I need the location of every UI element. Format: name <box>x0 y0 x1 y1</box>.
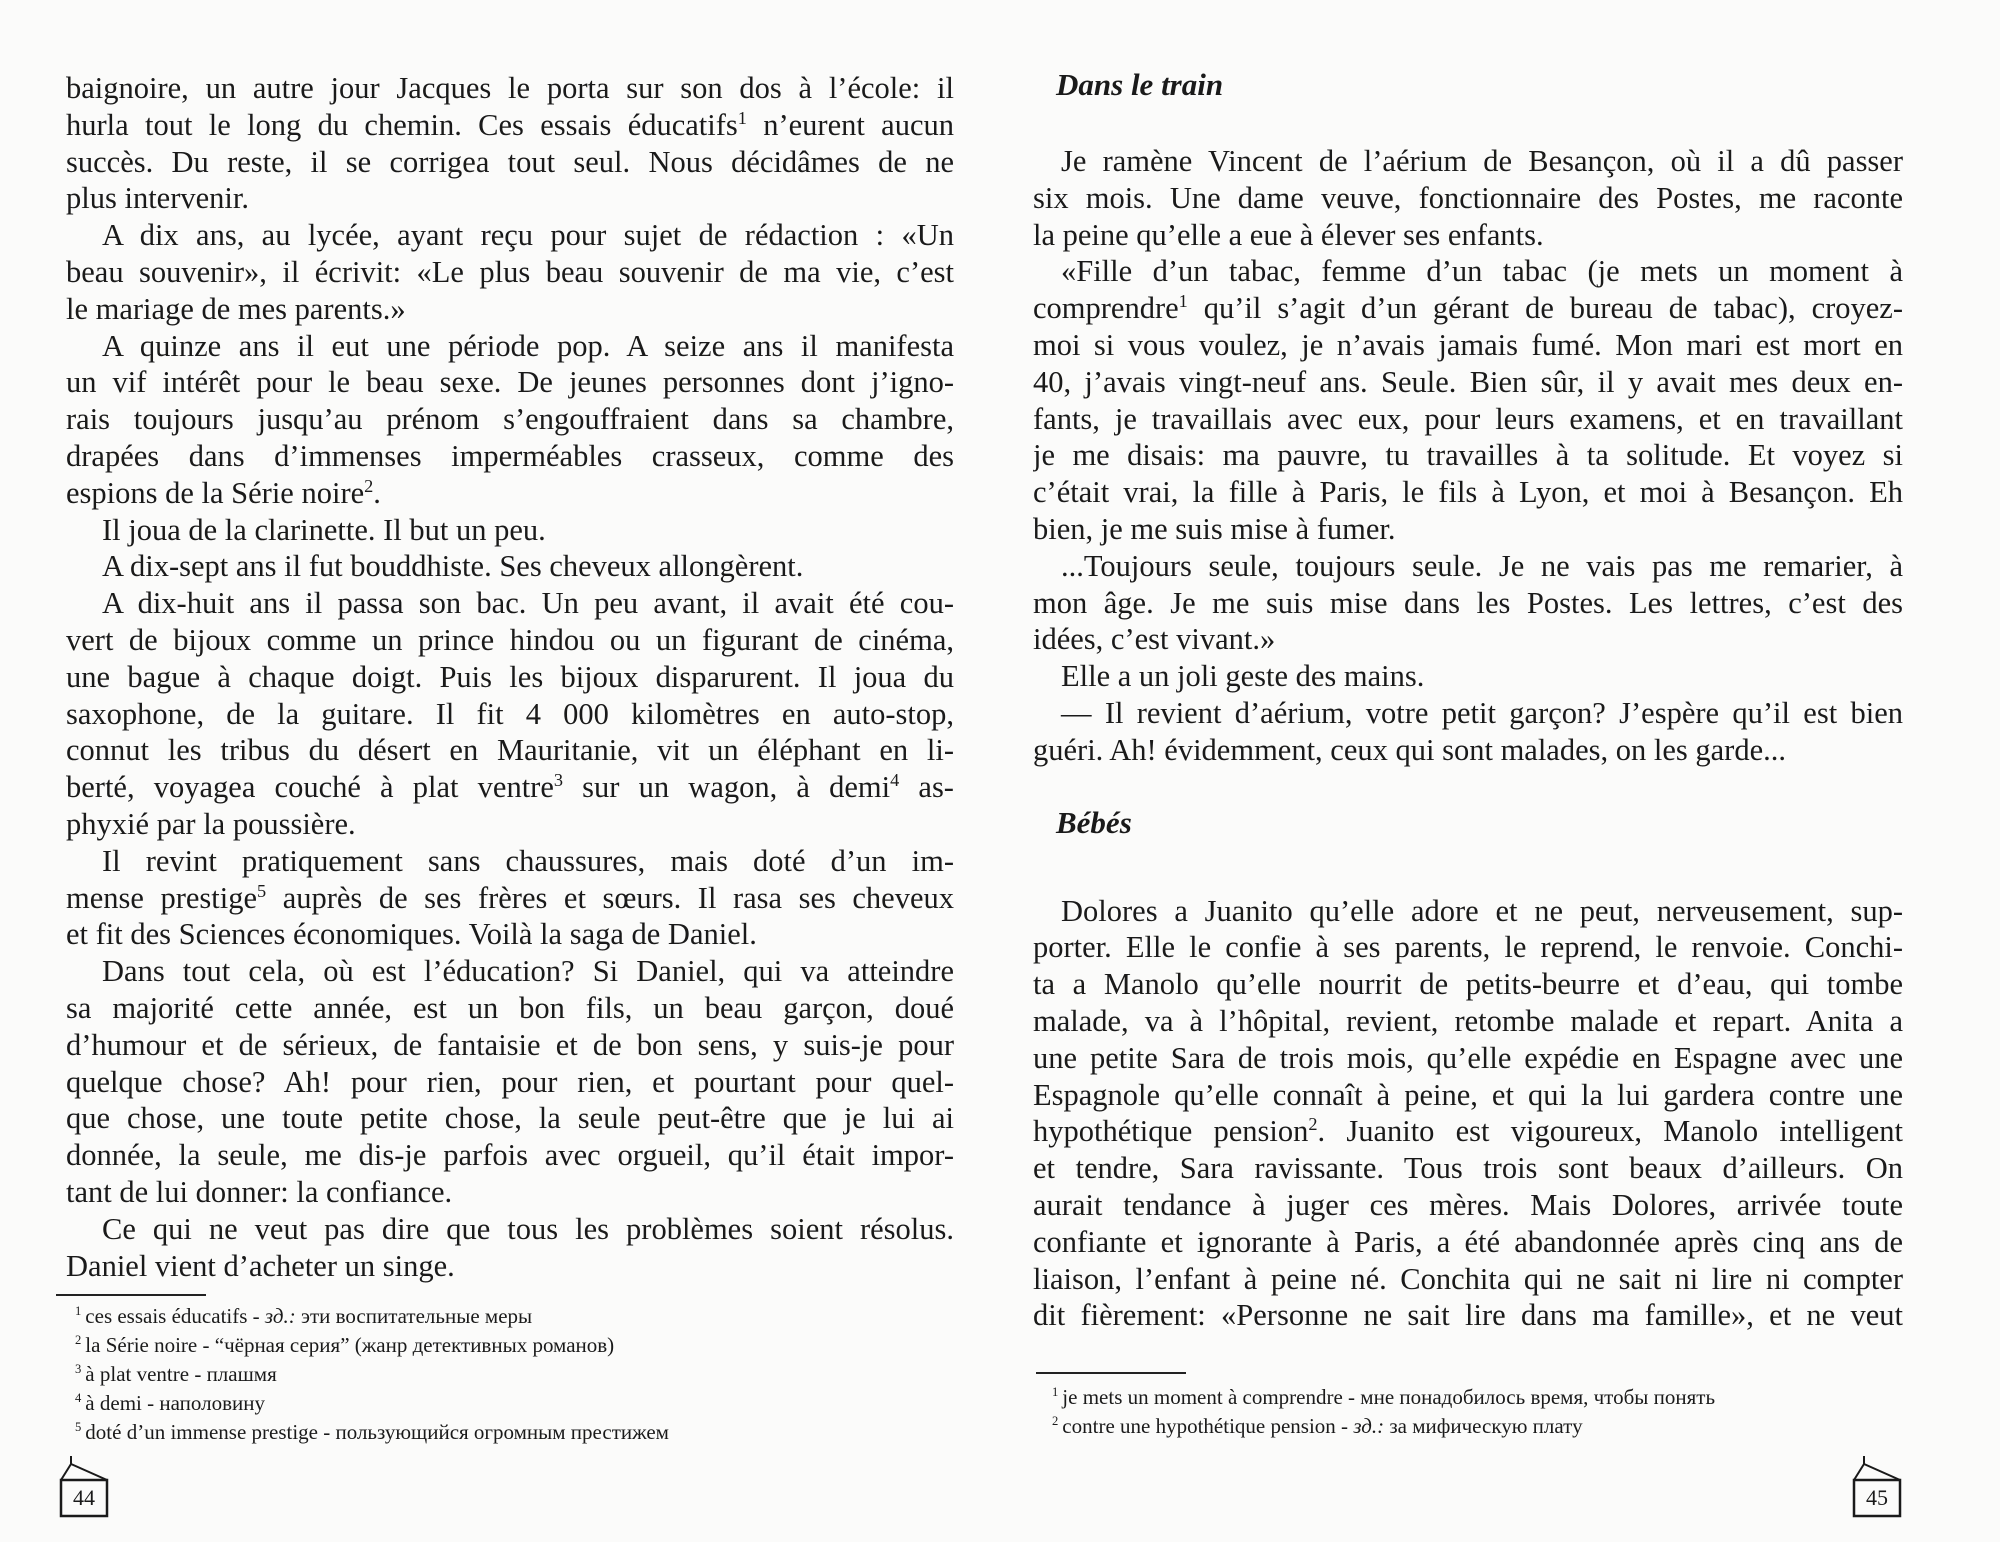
text-line: phyxié par la poussière. <box>66 806 356 841</box>
text-line: la peine qu’elle a eue à élever ses enfants. <box>1033 217 1544 252</box>
footnote: $^1$ je mets un moment à comprendre - мне понадобилось время, чтобы понять <box>1052 1385 1716 1409</box>
text-line: c’était vrai, la fille à Paris, le fils à Lyon, et moi à Besançon. Eh <box>1033 475 1903 510</box>
text-line: berté, voyagea couché à plat ventre$^3$ sur un wagon, à demi$^4$ as- <box>66 769 954 805</box>
text-line: six mois. Une dame veuve, fonctionnaire des Postes, me raconte <box>1033 180 1903 215</box>
text-line: porter. Elle le confie à ses parents, le reprend, le renvoie. Conchi- <box>1033 930 1903 965</box>
text-line: le mariage de mes parents.» <box>66 291 406 326</box>
text-line: hurla tout le long du chemin. Ces essais éducatifs$^1$ n’eurent aucun <box>66 107 954 142</box>
text-line: et tendre, Sara ravissante. Tous trois sont beaux d’ailleurs. On <box>1033 1151 1903 1186</box>
footnote-ref: 2 <box>364 475 374 496</box>
text-line: baignoire, un autre jour Jacques le porta sur son dos à l’école: il <box>66 71 954 105</box>
text-line: ...Toujours seule, toujours seule. Je ne vais pas me remarier, à <box>1061 548 1903 583</box>
footnote-ref: 1 <box>1178 291 1188 312</box>
text-line: dit fièrement: «Personne ne sait lire dans ma famille», et ne veut <box>1033 1298 1903 1333</box>
footnote-divider <box>1036 1372 1186 1374</box>
footnote-ref: 5 <box>257 880 267 901</box>
text-line: A dix-sept ans il fut bouddhiste. Ses cheveux allongèrent. <box>102 549 804 584</box>
text-line: Il revint pratiquement sans chaussures, mais doté d’un im- <box>102 843 954 878</box>
text-line: confiante et ignorante à Paris, a été abandonnée après cinq ans de <box>1033 1224 1903 1259</box>
text-line: mon âge. Je me suis mise dans les Postes. Les lettres, c’est des <box>1033 585 1903 620</box>
page-number-badge <box>57 1450 111 1520</box>
footnote: $^2$ contre une hypothétique pension - зд.: за мифическую плату <box>1052 1414 1583 1438</box>
footnote: $^1$ ces essais éducatifs - зд.: эти воспитательные меры <box>75 1304 533 1328</box>
text-line: bien, je me suis mise à fumer. <box>1033 511 1396 546</box>
section-heading: Dans le train <box>1056 67 1224 102</box>
text-line: «Fille d’un tabac, femme d’un tabac (je mets un moment à <box>1061 254 1903 289</box>
text-line: une petite Sara de trois mois, qu’elle expédie en Espagne avec une <box>1033 1040 1903 1075</box>
text-line: hypothétique pension$^2$. Juanito est vigoureux, Manolo intelligent <box>1033 1114 1903 1149</box>
text-line: Dans tout cela, où est l’éducation? Si Daniel, qui va atteindre <box>102 954 954 989</box>
text-line: liaison, l’enfant à peine né. Conchita qui ne sait ni lire ni compter <box>1033 1261 1903 1296</box>
right-page <box>1000 0 2000 1542</box>
footnotes <box>75 1302 669 1447</box>
text-line: saxophone, de la guitare. Il fit 4 000 kilomètres en auto-stop, <box>66 696 954 731</box>
footnote: $^4$ à demi - наполовину <box>75 1391 265 1415</box>
text-line: une bague à chaque doigt. Puis les bijoux disparurent. Il joua du <box>66 659 954 694</box>
text-line: Il joua de la clarinette. Il but un peu. <box>102 512 546 547</box>
text-line: aurait tendance à juger ces mères. Mais Dolores, arrivée toute <box>1033 1187 1903 1222</box>
left-body-text <box>66 70 954 1284</box>
page-number: 45 <box>1866 1485 1888 1510</box>
footnote-ref: 1 <box>737 107 747 128</box>
text-line: malade, va à l’hôpital, revient, retombe malade et repart. Anita a <box>1033 1003 1903 1038</box>
text-line: A dix-huit ans il passa son bac. Un peu avant, il avait été cou- <box>102 586 954 621</box>
footnote: $^3$ à plat ventre - плашмя <box>75 1362 277 1386</box>
text-line: Ce qui ne veut pas dire que tous les problèmes soient résolus. <box>102 1211 954 1246</box>
text-line: moi si vous voulez, je n’avais jamais fumé. Mon mari est mort en <box>1033 327 1903 362</box>
text-line: Espagnole qu’elle connaît à peine, et qui la lui gardera contre une <box>1033 1077 1903 1112</box>
text-line: mense prestige$^5$ auprès de ses frères et sœurs. Il rasa ses cheveux <box>66 880 954 915</box>
text-line: d’humour et de sérieux, de fantaisie et de bon sens, y suis-je pour <box>66 1027 954 1062</box>
footnotes <box>1052 1383 1715 1441</box>
text-line: espions de la Série noire$^2$. <box>66 475 381 510</box>
text-line: comprendre$^1$ qu’il s’agit d’un gérant de bureau de tabac), croyez- <box>1033 291 1903 326</box>
text-line: A quinze ans il eut une période pop. A seize ans il manifesta <box>102 328 954 363</box>
footnote-divider <box>56 1294 206 1296</box>
text-line: tant de lui donner: la confiance. <box>66 1174 453 1209</box>
text-line: rais toujours jusqu’au prénom s’engouffraient dans sa chambre, <box>66 402 954 437</box>
text-line: un vif intérêt pour le beau sexe. De jeunes personnes dont j’igno- <box>66 365 954 400</box>
text-line: que chose, une toute petite chose, la seule peut-être que je lui ai <box>66 1101 954 1136</box>
text-line: je me disais: ma pauvre, tu travailles à ta solitude. Et voyez si <box>1033 438 1903 473</box>
text-line: ta a Manolo qu’elle nourrit de petits-beurre et d’eau, qui tombe <box>1033 967 1903 1002</box>
text-line: 40, j’avais vingt-neuf ans. Seule. Bien sûr, il y avait mes deux en- <box>1033 364 1903 399</box>
text-line: Dolores a Juanito qu’elle adore et ne peut, nerveusement, sup- <box>1061 893 1903 928</box>
footnote: $^2$ la Série noire - “чёрная серия” (жанр детективных романов) <box>75 1333 615 1357</box>
right-body-text <box>1033 67 1903 1334</box>
text-line: succès. Du reste, il se corrigea tout seul. Nous décidâmes de ne <box>66 144 954 179</box>
text-line: quelque chose? Ah! pour rien, pour rien, et pourtant pour quel- <box>66 1064 954 1099</box>
text-line: vert de bijoux comme un prince hindou ou un figurant de cinéma, <box>66 622 954 657</box>
section-heading: Bébés <box>1056 804 1132 840</box>
text-line: drapées dans d’immenses imperméables crasseux, comme des <box>66 438 954 473</box>
page-number: 44 <box>73 1485 95 1510</box>
footnote-ref: 3 <box>553 769 564 790</box>
text-line: — Il revient d’aérium, votre petit garçon? J’espère qu’il est bien <box>1061 695 1903 730</box>
text-line: Elle a un joli geste des mains. <box>1061 659 1425 694</box>
text-line: A dix ans, au lycée, ayant reçu pour sujet de rédaction : «Un <box>102 218 954 253</box>
footnote-ref: 2 <box>1308 1114 1318 1135</box>
footnote-ref: 4 <box>890 769 900 790</box>
text-line: donnée, la seule, me dis-je parfois avec orgueil, qu’il était impor- <box>66 1138 954 1173</box>
text-line: connut les tribus du désert en Mauritanie, vit un éléphant en li- <box>66 733 954 768</box>
text-line: idées, c’est vivant.» <box>1033 622 1276 657</box>
text-line: sa majorité cette année, est un bon fils, un beau garçon, doué <box>66 990 954 1025</box>
text-line: et fit des Sciences économiques. Voilà la saga de Daniel. <box>66 917 757 952</box>
footnote: $^5$ doté d’un immense prestige - пользующийся огромным престижем <box>75 1420 669 1444</box>
text-line: Daniel vient d’acheter un singe. <box>66 1248 455 1283</box>
text-line: fants, je travaillais avec eux, pour leurs examens, et en travaillant <box>1033 401 1903 436</box>
text-line: plus intervenir. <box>66 181 249 216</box>
text-line: Je ramène Vincent de l’aérium de Besançon, où il a dû passer <box>1061 144 1903 178</box>
page-number-badge <box>1850 1450 1904 1520</box>
text-line: beau souvenir», il écrivit: «Le plus beau souvenir de ma vie, c’est <box>66 254 954 289</box>
text-line: guéri. Ah! évidemment, ceux qui sont malades, on les garde... <box>1033 732 1786 767</box>
